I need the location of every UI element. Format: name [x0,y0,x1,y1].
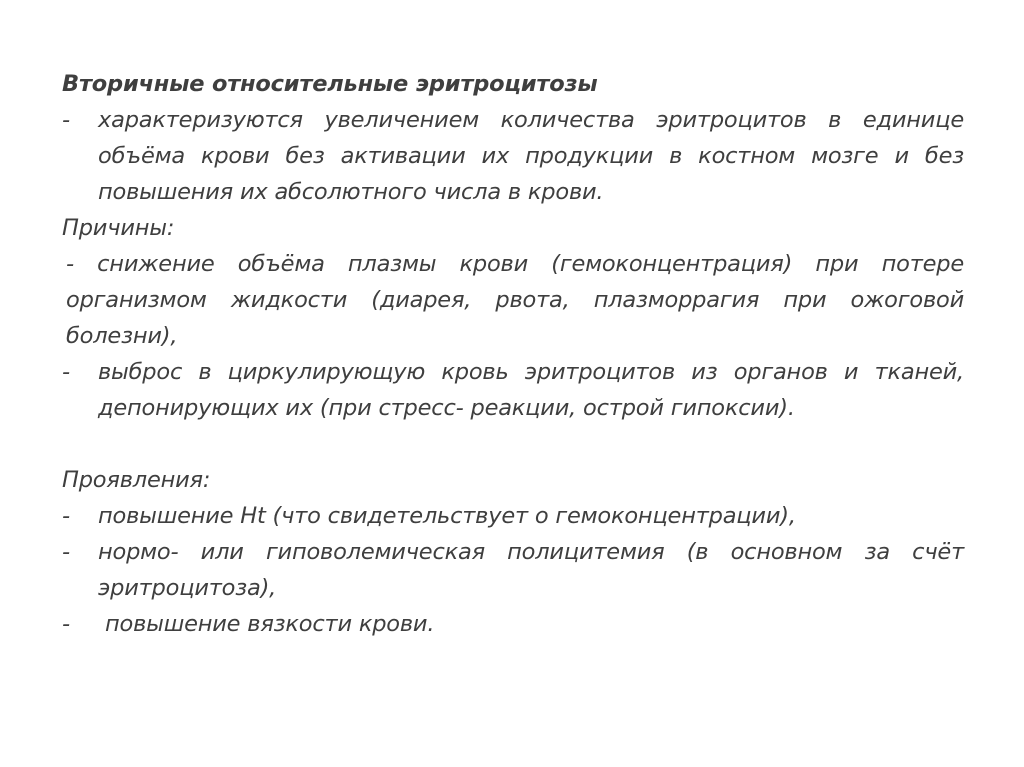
manifestation-item-1-text: повышение Ht (что свидетельствует о гемоконцентрации), [98,503,796,529]
definition-item [62,102,964,210]
bullet-dash: - [62,107,70,133]
manifestation-item-1 [62,498,964,534]
slide-heading: Вторичные относительные эритроцитозы [62,71,598,97]
slide-content [62,66,964,642]
manifestations-label: Проявления: [62,467,211,493]
cause-item-1: - снижение объёма плазмы крови (гемоконцентрация) при потере организмом жидкости (диарея, рвота, плазморрагия при ожоговой болезни), [66,251,964,349]
manifestation-item-3-text: повышение вязкости крови. [105,611,435,637]
bullet-dash: - [62,359,70,385]
manifestation-item-2-text: нормо- или гиповолемическая полицитемия (в основном за счёт эритроцитоза), [98,539,964,601]
bullet-dash: - [62,611,70,637]
bullet-dash: - [62,539,70,565]
causes-label: Причины: [62,215,175,241]
bullet-dash: - [62,503,70,529]
cause-item-2 [62,354,964,426]
manifestation-item-2 [62,534,964,606]
section-spacer [62,426,964,462]
cause-item-2-text: выброс в циркулирующую кровь эритроцитов из органов и тканей, депонирующих их (при стресс- реакции, острой гипоксии). [98,359,964,421]
manifestation-item-3 [62,606,964,642]
definition-text: характеризуются увеличением количества эритроцитов в единице объёма крови без активации их продукции в костном мозге и без повышения их абсолютного числа в крови. [98,107,964,205]
